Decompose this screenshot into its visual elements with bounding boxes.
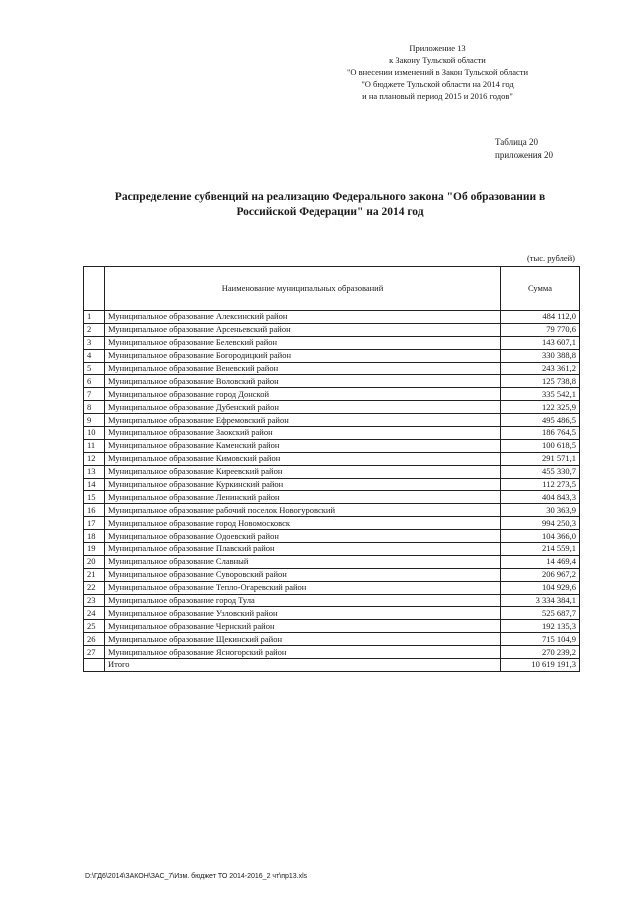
subsidy-amount: 484 112,0 [501, 311, 580, 324]
subsidy-amount: 122 325,9 [501, 401, 580, 414]
subsidy-amount: 335 542,1 [501, 388, 580, 401]
appendix-header-line: Приложение 13 [409, 43, 466, 53]
municipality-name: Муниципальное образование Веневский район [105, 362, 501, 375]
row-number: 26 [84, 633, 105, 646]
subsidy-amount: 994 250,3 [501, 517, 580, 530]
municipality-name: Муниципальное образование Ясногорский район [105, 646, 501, 659]
row-number: 5 [84, 362, 105, 375]
units-label: (тыс. рублей) [526, 253, 575, 263]
row-number: 21 [84, 568, 105, 581]
table-row [84, 555, 580, 568]
municipality-name: Муниципальное образование Ленинский район [105, 491, 501, 504]
row-number: 1 [84, 311, 105, 324]
table-row [84, 311, 580, 324]
row-number: 11 [84, 439, 105, 452]
municipality-name: Муниципальное образование Чернский район [105, 620, 501, 633]
document-title [80, 190, 580, 220]
municipality-name: Муниципальное образование город Донской [105, 388, 501, 401]
table-row [84, 517, 580, 530]
subsidy-amount: 125 738,8 [501, 375, 580, 388]
column-header-sum: Сумма [501, 267, 580, 311]
document-title-line: Российской Федерации" на 2014 год [236, 206, 424, 218]
municipality-name: Муниципальное образование город Тула [105, 594, 501, 607]
subsidy-amount: 243 361,2 [501, 362, 580, 375]
file-path-footer: D:\ГД6\2014\ЗАКОН\ЗАС_7\Изм. бюджет ТО 2014-2016_2 чт\пр13.xls [85, 873, 308, 880]
table-reference-appendix: приложения 20 [495, 150, 554, 160]
document-title-line: Распределение субвенций на реализацию Федерального закона "Об образовании в [114, 191, 546, 203]
table-row [84, 439, 580, 452]
subsidy-amount: 214 559,1 [501, 543, 580, 556]
table-row [84, 581, 580, 594]
subsidy-amount: 270 239,2 [501, 646, 580, 659]
subsidy-amount: 525 687,7 [501, 607, 580, 620]
row-number: 4 [84, 349, 105, 362]
table-row [84, 530, 580, 543]
row-number: 25 [84, 620, 105, 633]
table-row [84, 323, 580, 336]
municipality-name: Муниципальное образование Дубенский район [105, 401, 501, 414]
municipality-name: Муниципальное образование Алексинский район [105, 311, 501, 324]
table-row [84, 478, 580, 491]
municipality-name: Муниципальное образование Куркинский район [105, 478, 501, 491]
municipality-name: Муниципальное образование Богородицкий район [105, 349, 501, 362]
subsidy-amount: 291 571,1 [501, 452, 580, 465]
municipality-name: Муниципальное образование Киреевский район [105, 465, 501, 478]
municipality-name: Муниципальное образование Славный [105, 555, 501, 568]
subsidy-amount: 30 363,9 [501, 504, 580, 517]
municipality-name: Муниципальное образование Белевский район [105, 336, 501, 349]
subsidy-amount: 495 486,5 [501, 414, 580, 427]
subsidy-amount: 100 618,5 [501, 439, 580, 452]
total-amount: 10 619 191,3 [501, 659, 580, 672]
table-reference [495, 136, 580, 162]
row-number: 24 [84, 607, 105, 620]
municipality-name: Муниципальное образование Кимовский район [105, 452, 501, 465]
table-row [84, 491, 580, 504]
table-row [84, 646, 580, 659]
subsidy-amount: 3 334 384,1 [501, 594, 580, 607]
row-number: 3 [84, 336, 105, 349]
subsidy-amount: 79 770,6 [501, 323, 580, 336]
row-number: 2 [84, 323, 105, 336]
row-number: 12 [84, 452, 105, 465]
subsidy-amount: 206 967,2 [501, 568, 580, 581]
row-number: 15 [84, 491, 105, 504]
appendix-header-line: к Закону Тульской области [389, 55, 486, 65]
row-number: 17 [84, 517, 105, 530]
table-row [84, 594, 580, 607]
table-reference-number: Таблица 20 [495, 137, 538, 147]
municipality-name: Муниципальное образование Воловский район [105, 375, 501, 388]
row-number: 14 [84, 478, 105, 491]
row-number: 8 [84, 401, 105, 414]
table-row [84, 349, 580, 362]
row-number: 22 [84, 581, 105, 594]
subsidy-amount: 192 135,3 [501, 620, 580, 633]
subsidy-amount: 112 273,5 [501, 478, 580, 491]
municipality-name: Муниципальное образование Щекинский район [105, 633, 501, 646]
row-number: 23 [84, 594, 105, 607]
table-row [84, 375, 580, 388]
municipality-name: Муниципальное образование Каменский район [105, 439, 501, 452]
municipality-name: Муниципальное образование Ефремовский район [105, 414, 501, 427]
row-number: 20 [84, 555, 105, 568]
subsidy-amount: 104 366,0 [501, 530, 580, 543]
subsidy-amount: 404 843,3 [501, 491, 580, 504]
municipality-name: Муниципальное образование Узловский район [105, 607, 501, 620]
total-number [84, 659, 105, 672]
municipality-name: Муниципальное образование Тепло-Огаревский район [105, 581, 501, 594]
row-number: 7 [84, 388, 105, 401]
appendix-header-line: "О внесении изменений в Закон Тульской области [346, 67, 529, 77]
appendix-header [300, 42, 575, 102]
table-row [84, 401, 580, 414]
subsidy-amount: 186 764,5 [501, 427, 580, 440]
subsidy-amount: 14 469,4 [501, 555, 580, 568]
table-row [84, 465, 580, 478]
appendix-header-line: и на плановый период 2015 и 2016 годов" [362, 91, 513, 101]
table-row [84, 607, 580, 620]
municipality-name: Муниципальное образование рабочий поселок Новогуровский [105, 504, 501, 517]
table-row [84, 427, 580, 440]
total-row [84, 659, 580, 672]
column-header-number [84, 267, 105, 311]
table-row [84, 504, 580, 517]
municipality-name: Муниципальное образование Заокский район [105, 427, 501, 440]
table-row [84, 414, 580, 427]
total-label: Итого [105, 659, 501, 672]
municipality-name: Муниципальное образование Суворовский район [105, 568, 501, 581]
table-row [84, 336, 580, 349]
column-header-name: Наименование муниципальных образований [105, 267, 501, 311]
table-row [84, 452, 580, 465]
table-body [84, 311, 580, 672]
subsidy-amount: 104 929,6 [501, 581, 580, 594]
municipality-name: Муниципальное образование Одоевский район [105, 530, 501, 543]
table-header-row [84, 267, 580, 311]
appendix-header-line: "О бюджете Тульской области на 2014 год [361, 79, 514, 89]
row-number: 18 [84, 530, 105, 543]
table-row [84, 388, 580, 401]
municipality-name: Муниципальное образование город Новомосковск [105, 517, 501, 530]
table-row [84, 543, 580, 556]
municipality-name: Муниципальное образование Арсеньевский район [105, 323, 501, 336]
row-number: 19 [84, 543, 105, 556]
row-number: 9 [84, 414, 105, 427]
table-row [84, 568, 580, 581]
municipality-name: Муниципальное образование Плавский район [105, 543, 501, 556]
row-number: 16 [84, 504, 105, 517]
table-row [84, 633, 580, 646]
row-number: 13 [84, 465, 105, 478]
table-row [84, 620, 580, 633]
subsidy-amount: 455 330,7 [501, 465, 580, 478]
table-row [84, 362, 580, 375]
subsidy-amount: 715 104,9 [501, 633, 580, 646]
row-number: 6 [84, 375, 105, 388]
row-number: 27 [84, 646, 105, 659]
subsidy-amount: 143 607,1 [501, 336, 580, 349]
row-number: 10 [84, 427, 105, 440]
subsidy-table [83, 266, 580, 672]
subsidy-amount: 330 388,8 [501, 349, 580, 362]
